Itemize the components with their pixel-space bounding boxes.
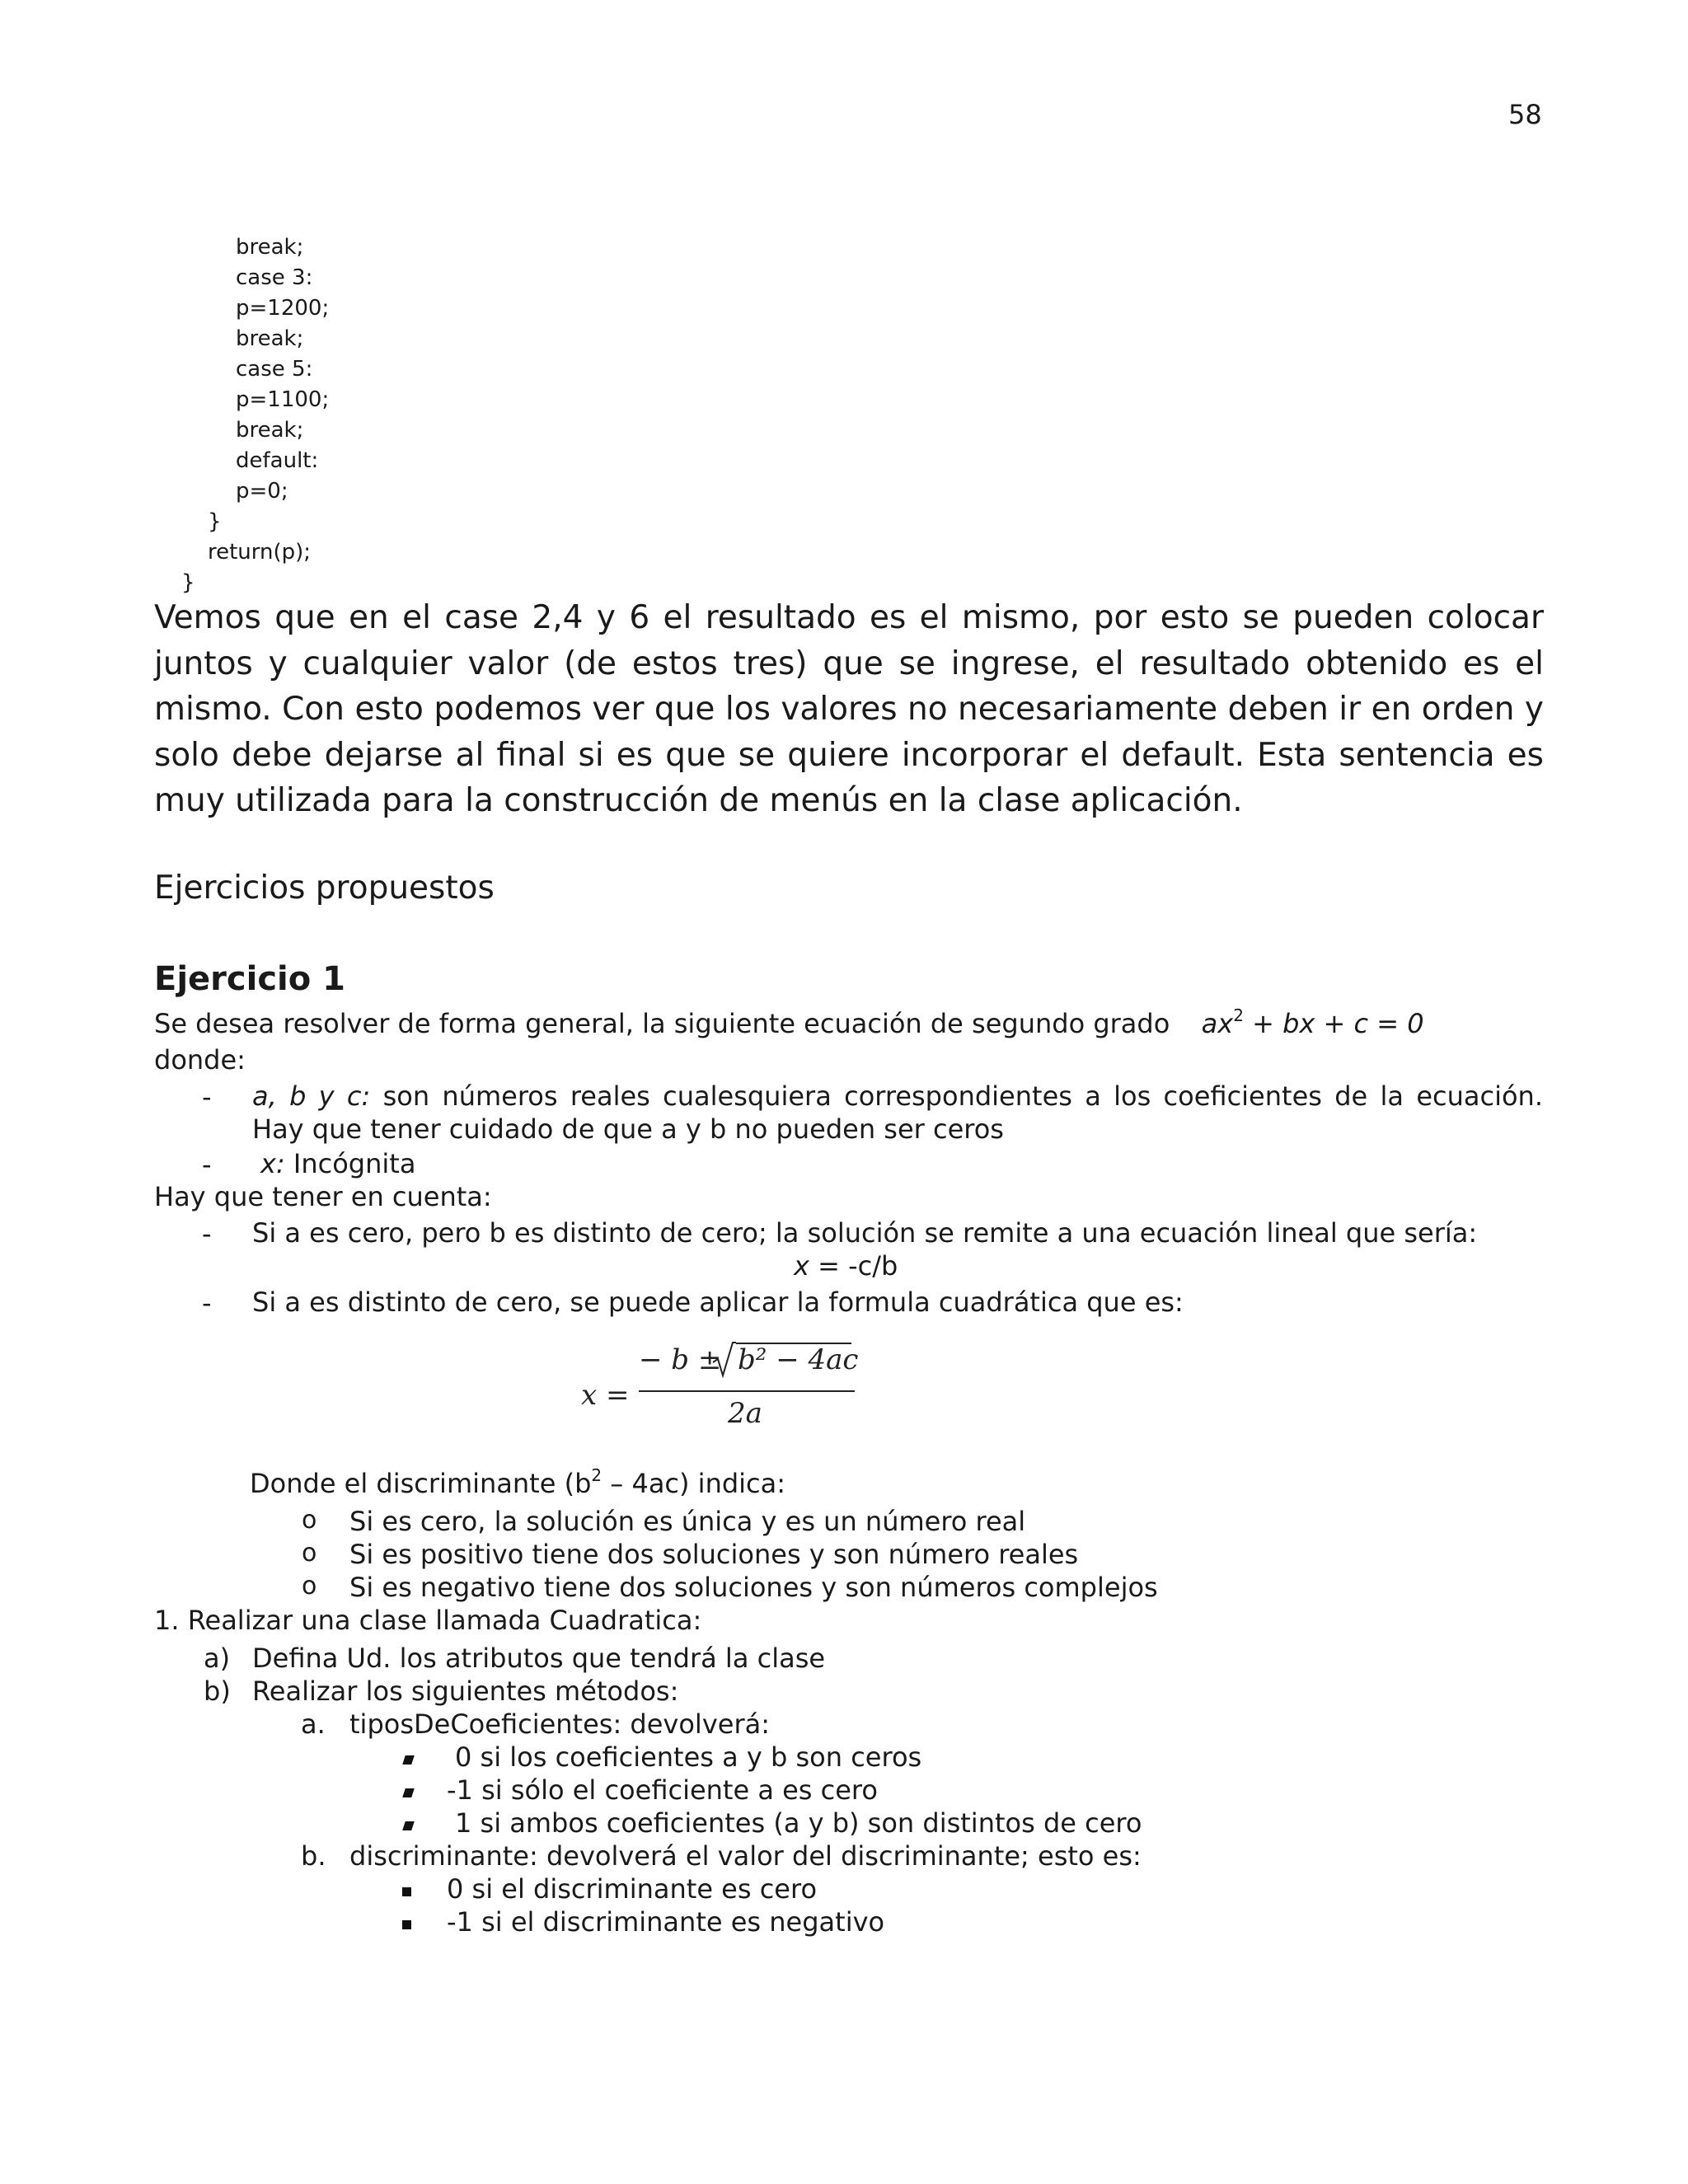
method-b: discriminante: devolverá el valor del discriminante; esto es: [349,1840,1142,1872]
case-1: Si a es cero, pero b es distinto de cero; la solución se remite a una ecuación lineal que sería: [252,1217,1478,1249]
dash-bullet: - [202,1218,212,1249]
method-b-item: 0 si el discriminante es cero [447,1873,818,1905]
discriminant-item: Si es positivo tiene dos soluciones y son número reales [349,1539,1079,1570]
code-line: p=1100; [236,387,330,412]
body-paragraph: Vemos que en el case 2,4 y 6 el resultado es el mismo, por esto se pueden colocar juntos y cualquier valor (de estos tres) que se ingrese, el resultado obtenido es el mismo. Con esto podemos ver que los valores no necesariamente deben ir en orden y solo debe dejarse al final si es que se quiere incorporar el default. Esta sentencia es muy utilizada para la construcción de menús en la clase aplicación. [154,599,1544,819]
code-line: break; [236,326,304,351]
method-a-item: 1 si ambos coeficientes (a y b) son distintos de cero [455,1807,1142,1839]
equation-ax: ax [1201,1008,1234,1039]
discriminant-text-2: – 4ac) indica: [610,1468,786,1499]
circle-bullet-icon: o [302,1506,317,1535]
code-line: return(p); [208,540,312,565]
square-bullet-icon [402,1884,411,1900]
linear-rest: = -c/b [818,1250,898,1282]
code-line: } [208,509,222,534]
code-line: default: [236,448,319,473]
definition-text: son números reales cualesquiera correspondientes a los coeficientes de la ecuación. Hay que tener cuidado de que a y b no pueden ser ceros [252,1080,1544,1145]
method-a-item: 0 si los coeficientes a y b son ceros [455,1741,922,1773]
dash-bullet: - [202,1287,212,1319]
method-b-item: -1 si el discriminante es negativo [447,1906,885,1938]
circle-bullet-icon: o [302,1572,317,1601]
formula-numerator-left: − b ± [639,1343,722,1376]
donde-label: donde: [154,1044,246,1076]
definition-item [260,1147,415,1180]
consider-label: Hay que tener en cuenta: [154,1181,492,1212]
exercise-title: Ejercicio 1 [154,960,345,998]
equation-exponent: 2 [1233,1005,1244,1025]
circle-bullet-icon: o [302,1539,317,1568]
formula-lhs: x = [581,1379,630,1412]
definition-vars: x: [260,1148,285,1179]
definition-text: Incógnita [293,1148,416,1179]
formula-denominator: 2a [728,1397,762,1430]
code-line: break; [236,235,304,260]
quadratic-formula [581,1339,861,1438]
subitem-letter: a) [204,1643,231,1674]
subitem-b: Realizar los siguientes métodos: [252,1675,679,1707]
method-letter: b. [301,1840,326,1872]
discriminant-exponent: 2 [591,1465,603,1485]
code-line: p=1200; [236,296,330,321]
case-2: Si a es distinto de cero, se puede aplicar la formula cuadrática que es: [252,1286,1184,1318]
exercise-intro [154,1007,1424,1040]
discriminant-item: Si es negativo tiene dos soluciones y son números complejos [349,1572,1158,1603]
subitem-letter: b) [204,1675,231,1707]
square-bullet-icon [402,1917,411,1933]
subitem-a: Defina Ud. los atributos que tendrá la clase [252,1643,826,1674]
formula-radicand: b² − 4ac [738,1343,859,1376]
intro-text: Se desea resolver de forma general, la siguiente ecuación de segundo grado [154,1008,1170,1039]
method-a: tiposDeCoeficientes: devolverá: [349,1708,770,1740]
discriminant-item: Si es cero, la solución es única y es un número real [349,1506,1026,1537]
method-letter: a. [301,1708,326,1740]
code-line: break; [236,418,304,443]
sqrt-icon [711,1341,736,1379]
method-a-item: -1 si sólo el coeficiente a es cero [447,1774,878,1806]
dash-bullet: - [202,1149,212,1180]
page-number: 58 [1508,99,1542,130]
section-title: Ejercicios propuestos [154,869,495,907]
code-line: case 3: [236,265,313,290]
square-bullet-icon [404,1785,413,1801]
linear-x: x [794,1250,809,1282]
definition-item [252,1080,1543,1146]
dash-bullet: - [202,1081,212,1113]
linear-solution [794,1249,898,1282]
code-line: } [181,570,195,595]
square-bullet-icon [404,1752,413,1768]
discriminant-text-1: Donde el discriminante (b [250,1468,592,1499]
task-1: 1. Realizar una clase llamada Cuadratica: [154,1605,702,1636]
equation-rest: + bx + c = 0 [1252,1008,1424,1039]
code-line: case 5: [236,357,313,382]
fraction-bar [639,1390,855,1392]
definition-vars: a, b y c: [252,1080,371,1112]
square-bullet-icon [404,1818,413,1834]
discriminant-intro [250,1467,785,1500]
code-line: p=0; [236,479,288,504]
